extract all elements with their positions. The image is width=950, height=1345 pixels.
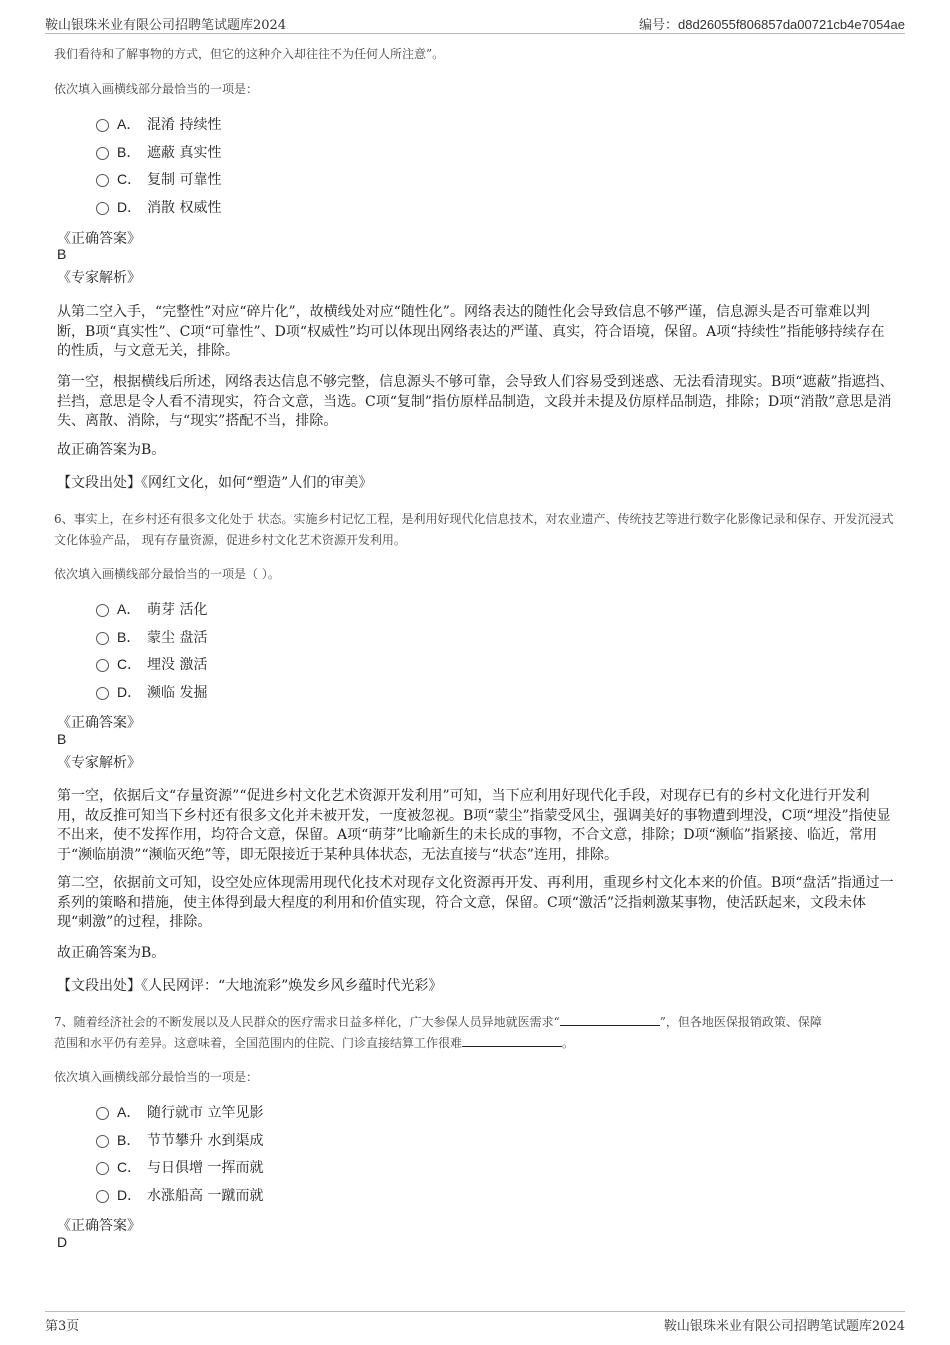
q6-answer-label: 《正确答案》 (57, 715, 141, 731)
q5-analysis-label: 《专家解析》 (57, 270, 141, 286)
radio-icon[interactable] (96, 687, 109, 700)
radio-icon[interactable] (96, 1162, 109, 1175)
q5-stem-tail: 我们看待和了解事物的方式，但它的这种介入却往往不为任何人所注意”。 (54, 47, 445, 61)
q7-option-c[interactable]: C． 与日俱增 一挥而就 (96, 1157, 263, 1177)
q5-analysis-p1: 从第二空入手，“完整性”对应“碎片化”，故横线处对应“随性化”。网络表达的随性化会导致信息不够严谨，信息源头是否可靠难以判断，B项“真实性”、C项“可靠性”、D项“权威性”均可以体现出网络表达的严谨、真实，符合语境，保留。A项“持续性”指能够持续存在的性质，与文意无关，排除。 (57, 304, 885, 359)
q5-option-b[interactable]: B． 遮蔽 真实性 (96, 142, 221, 162)
q7-prompt: 依次填入画横线部分最恰当的一项是： (54, 1070, 259, 1084)
radio-icon[interactable] (96, 1190, 109, 1203)
radio-icon[interactable] (96, 632, 109, 645)
q7-stem: 7、随着经济社会的不断发展以及人民群众的医疗需求日益多样化，广大参保人员异地就医需求“ ”，但各地医保报销政策、保障 范围和水平仍有差异。这意味着，全国范围内的住院、门诊直接结算工作很难 。 (54, 1015, 822, 1050)
q6-source: 【文段出处】《人民网评：“大地流彩”焕发乡风乡蕴时代光彩》 (57, 978, 443, 994)
q6-prompt: 依次填入画横线部分最恰当的一项是（ ）。 (54, 567, 280, 581)
footer-company: 鞍山银珠米业有限公司招聘笔试题库2024 (663, 1319, 905, 1334)
page-header (45, 14, 905, 34)
q7-option-a[interactable]: A． 随行就市 立竿见影 (96, 1102, 263, 1122)
q7-answer-label: 《正确答案》 (57, 1218, 141, 1234)
q5-answer-label: 《正确答案》 (57, 231, 141, 247)
page-footer (45, 1311, 905, 1333)
radio-icon[interactable] (96, 202, 109, 215)
q5-option-a[interactable]: A． 混淆 持续性 (96, 114, 221, 134)
q5-option-c[interactable]: C． 复制 可靠性 (96, 169, 221, 189)
radio-icon[interactable] (96, 1107, 109, 1120)
q5-prompt: 依次填入画横线部分最恰当的一项是： (54, 82, 259, 96)
q5-option-d[interactable]: D． 消散 权威性 (96, 197, 221, 217)
header-code-value: d8d26055f806857da00721cb4e7054ae (677, 17, 905, 32)
radio-icon[interactable] (96, 604, 109, 617)
header-code-label: 编号： (638, 18, 678, 33)
footer-page-number: 第3页 (45, 1319, 80, 1334)
q6-option-a[interactable]: A． 萌芽 活化 (96, 599, 207, 619)
q7-answer: D (57, 1234, 68, 1250)
q6-analysis-p3: 故正确答案为B。 (57, 945, 166, 961)
q7-option-b[interactable]: B． 节节攀升 水到渠成 (96, 1130, 263, 1150)
radio-icon[interactable] (96, 1135, 109, 1148)
radio-icon[interactable] (96, 659, 109, 672)
header-company: 鞍山银珠米业有限公司招聘笔试题库2024 (45, 18, 287, 33)
q7-option-d[interactable]: D． 水涨船高 一蹴而就 (96, 1185, 263, 1205)
q6-stem: 6、事实上，在乡村还有很多文化处于 状态。实施乡村记忆工程，是利用好现代化信息技术，对农业遗产、传统技艺等进行数字化影像记录和保存、开发沉浸式文化体验产品， 现有存量资源，促进乡村文化艺术资源开发利用。 (54, 512, 894, 547)
q6-analysis-p2: 第二空，依据前文可知，设空处应体现需用现代化技术对现存文化资源再开发、再利用，重现乡村文化本来的价值。B项“盘活”指通过一系列的策略和措施，使主体得到最大程度的利用和价值实现，符合文意，保留。C项“激活”泛指刺激某事物，使活跃起来，文段未体现“刺激”的过程，排除。 (57, 875, 894, 930)
q5-answer: B (57, 246, 67, 262)
radio-icon[interactable] (96, 119, 109, 132)
fill-blank-1 (560, 1014, 660, 1026)
q5-analysis-p3: 故正确答案为B。 (57, 442, 166, 458)
q6-option-c[interactable]: C． 埋没 激活 (96, 654, 207, 674)
radio-icon[interactable] (96, 147, 109, 160)
q6-option-d[interactable]: D． 濒临 发掘 (96, 682, 207, 702)
q6-analysis-p1: 第一空，依据后文“存量资源”“促进乡村文化艺术资源开发利用”可知，当下应利用好现代化手段，对现存已有的乡村文化进行开发利用，故反推可知当下乡村还有很多文化并未被开发，一度被忽视。B项“蒙尘”指蒙受风尘，强调美好的事物遭到埋没，C项“埋没”指使显不出来，使不发挥作用，均符合文意，保留。A项“萌芽”比喻新生的未长成的事物，不合文意，排除；D项“濒临”指紧接、临近，常用于“濒临崩溃”“濒临灭绝”等，即无限接近于某种具体状态，无法直接与“状态”连用，排除。 (57, 788, 891, 863)
q5-analysis-p2: 第一空，根据横线后所述，网络表达信息不够完整，信息源头不够可靠，会导致人们容易受到迷惑、无法看清现实。B项“遮蔽”指遮挡、拦挡，意思是令人看不清现实，符合文意，当选。C项“复制”指仿原样品制造，文段并未提及仿原样品制造，排除；D项“消散”意思是消失、离散、消除，与“现实”搭配不当，排除。 (57, 374, 894, 429)
q6-analysis-label: 《专家解析》 (57, 755, 141, 771)
fill-blank-2 (462, 1035, 562, 1047)
q6-option-b[interactable]: B． 蒙尘 盘活 (96, 627, 207, 647)
q6-answer: B (57, 731, 67, 747)
q5-source: 【文段出处】《网红文化，如何“塑造”人们的审美》 (57, 475, 373, 491)
header-code (639, 14, 905, 33)
radio-icon[interactable] (96, 174, 109, 187)
